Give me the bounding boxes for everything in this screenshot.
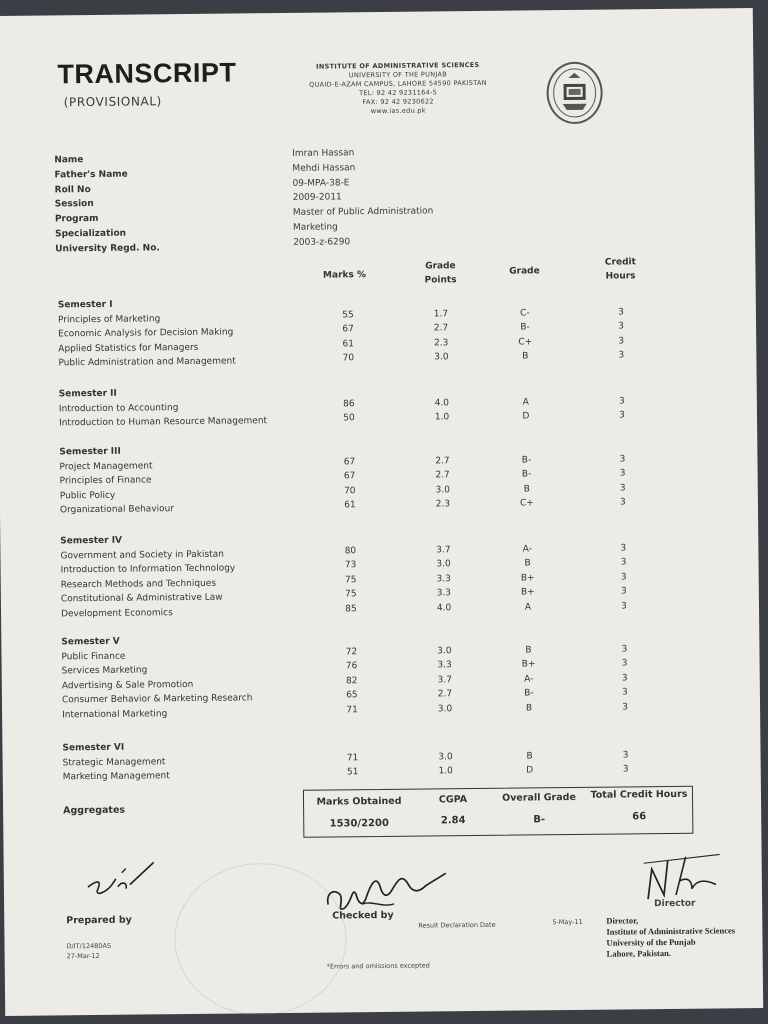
course-grade-points: 2.3	[434, 337, 449, 348]
course-credit-hours: 3	[622, 701, 628, 712]
course-grade: C+	[518, 336, 533, 348]
course-credit-hours: 3	[619, 482, 626, 493]
course-name: Services Marketing	[61, 665, 148, 677]
course-grade-points: 3.3	[437, 660, 452, 671]
course-marks: 70	[343, 485, 356, 496]
semester-heading: Semester IV	[60, 535, 123, 547]
course-grade: B	[526, 750, 533, 761]
course-grade-points: 3.3	[436, 588, 452, 599]
agg-header-overall-grade: Overall Grade	[502, 791, 576, 804]
student-label: Father's Name	[54, 169, 128, 181]
course-name: Development Economics	[60, 607, 173, 619]
course-grade: C+	[519, 498, 534, 509]
course-credit-hours: 3	[621, 643, 628, 654]
course-name: Project Management	[59, 460, 153, 472]
header-line: Credit	[604, 257, 636, 268]
director-line: University of the Punjab	[606, 936, 696, 948]
course-marks: 70	[342, 353, 355, 364]
institute-line: FAX: 92 42 9230622	[362, 97, 434, 107]
course-credit-hours: 3	[621, 600, 627, 611]
director-line: Director,	[606, 915, 639, 926]
course-grade-points: 3.7	[436, 544, 451, 555]
course-credit-hours: 3	[622, 749, 629, 760]
semester-heading: Semester VI	[62, 742, 125, 754]
course-name: Public Finance	[61, 651, 126, 662]
course-marks: 65	[346, 690, 358, 701]
course-name: Government and Society in Pakistan	[60, 549, 224, 561]
student-label: Roll No	[54, 184, 91, 195]
course-grade-points: 2.7	[435, 470, 450, 481]
semester-heading: Semester III	[59, 446, 121, 458]
institute-line: UNIVERSITY OF THE PUNJAB	[348, 70, 447, 80]
course-marks: 85	[345, 603, 357, 614]
university-regd-no: 2003-z-6290	[293, 237, 351, 248]
course-grade: B+	[520, 587, 535, 598]
course-credit-hours: 3	[619, 497, 626, 508]
course-credit-hours: 3	[620, 586, 627, 597]
course-grade-points: 3.7	[437, 674, 452, 685]
course-grade-points: 1.0	[434, 412, 450, 423]
course-name: Constitutional & Administrative Law	[60, 592, 223, 605]
agg-header-marks: Marks Obtained	[316, 795, 402, 808]
document-title: TRANSCRIPT	[57, 57, 237, 90]
course-name: Organizational Behaviour	[59, 504, 175, 516]
course-name: Research Methods and Techniques	[60, 578, 217, 590]
course-grade-points: 1.0	[438, 766, 453, 777]
course-grade: B-	[524, 688, 534, 699]
course-credit-hours: 3	[622, 764, 629, 775]
header-line: Points	[424, 275, 457, 286]
course-grade: B+	[521, 659, 536, 670]
reference-number: D/IT/12480AS	[66, 941, 112, 951]
father-name: Mehdi Hassan	[292, 163, 356, 174]
course-marks: 51	[346, 767, 359, 778]
course-grade-points: 3.3	[436, 573, 451, 584]
course-credit-hours: 3	[618, 335, 625, 346]
course-grade-points: 3.0	[437, 645, 452, 656]
course-grade-points: 3.0	[438, 751, 453, 762]
course-marks: 67	[343, 471, 356, 482]
institute-line: QUAID-E-AZAM CAMPUS, LAHORE 54590 PAKISTAN	[309, 78, 487, 89]
course-credit-hours: 3	[618, 350, 625, 361]
agg-marks-obtained: 1530/2200	[329, 817, 389, 830]
student-label: University Regd. No.	[55, 243, 160, 255]
course-name: Economic Analysis for Decision Making	[58, 327, 234, 340]
course-credit-hours: 3	[621, 687, 628, 698]
course-grade-points: 3.0	[435, 484, 450, 495]
course-credit-hours: 3	[618, 321, 624, 332]
column-header-marks: Marks %	[322, 270, 367, 281]
university-seal-icon	[546, 62, 603, 125]
course-marks: 86	[343, 398, 355, 409]
course-grade: A	[522, 396, 529, 407]
semester-heading: Semester V	[61, 636, 120, 648]
course-marks: 55	[342, 309, 354, 320]
session: 2009-2011	[292, 192, 342, 204]
program: Master of Public Administration	[292, 206, 434, 219]
agg-total-credit-hours: 66	[632, 811, 647, 823]
document-subtitle: (PROVISIONAL)	[63, 94, 162, 110]
course-name: Consumer Behavior & Marketing Research	[61, 693, 253, 706]
course-name: Introduction to Human Resource Management	[59, 416, 268, 429]
agg-overall-grade: B-	[533, 814, 546, 826]
institute-line: www.ias.edu.pk	[370, 106, 426, 116]
course-grade: B-	[521, 469, 532, 480]
prepared-by-label: Prepared by	[66, 914, 132, 927]
prepared-by-signature-icon	[82, 856, 163, 907]
course-grade-points: 4.0	[434, 397, 450, 408]
course-name: International Marketing	[62, 708, 168, 720]
student-label: Specialization	[55, 228, 127, 240]
course-marks: 82	[345, 675, 358, 686]
course-grade-points: 3.0	[437, 703, 453, 714]
agg-cgpa: 2.84	[440, 815, 466, 827]
course-grade: C-	[520, 307, 530, 319]
course-marks: 75	[344, 574, 357, 585]
course-credit-hours: 3	[618, 395, 625, 406]
course-grade: D	[522, 411, 530, 422]
transcript-document	[0, 8, 763, 1016]
course-credit-hours: 3	[620, 542, 627, 553]
course-credit-hours: 3	[619, 468, 626, 479]
course-grade: B	[522, 351, 529, 362]
student-labels	[54, 152, 160, 257]
course-name: Strategic Management	[62, 756, 166, 768]
course-grade-points: 2.3	[435, 499, 451, 510]
checked-by-label: Checked by	[332, 909, 394, 922]
header-line: Grade	[425, 261, 456, 272]
course-marks: 71	[346, 704, 358, 715]
course-grade: B	[523, 483, 530, 494]
course-name: Principles of Marketing	[57, 313, 161, 325]
course-credit-hours: 3	[619, 453, 626, 464]
director-label: Director	[654, 898, 696, 910]
course-marks: 61	[342, 338, 355, 349]
course-grade-points: 1.7	[433, 308, 449, 319]
course-marks: 80	[344, 545, 357, 556]
institute-line: TEL: 92 42 9231164-5	[359, 88, 438, 98]
course-grade: A	[524, 601, 532, 612]
course-marks: 61	[344, 500, 356, 511]
course-marks: 67	[343, 456, 356, 467]
course-marks: 72	[345, 646, 358, 657]
course-name: Advertising & Sale Promotion	[61, 679, 194, 691]
course-grade-points: 2.7	[433, 323, 449, 334]
roll-no: 09-MPA-38-E	[292, 177, 350, 189]
course-credit-hours: 3	[620, 557, 627, 568]
course-marks: 67	[342, 324, 354, 335]
student-label: Name	[54, 155, 84, 166]
course-grade: B	[525, 644, 532, 655]
header-line: Hours	[605, 271, 636, 282]
course-credit-hours: 3	[619, 410, 625, 421]
reference-date: 27-Mar-12	[66, 951, 100, 961]
director-line: Lahore, Pakistan.	[606, 947, 671, 959]
student-label: Program	[54, 214, 99, 225]
course-name: Marketing Management	[62, 771, 170, 783]
column-header-grade: Grade	[509, 266, 540, 277]
course-name: Applied Statistics for Managers	[58, 342, 199, 354]
course-grade: D	[526, 765, 534, 776]
course-grade-points: 3.0	[434, 352, 449, 363]
agg-header-total-credit-hours: Total Credit Hours	[590, 788, 688, 801]
agg-header-cgpa: CGPA	[438, 794, 468, 806]
course-grade: B	[524, 558, 531, 569]
course-grade: A-	[522, 543, 533, 554]
column-header-credit-hours	[595, 255, 645, 284]
course-name: Public Administration and Management	[58, 356, 236, 369]
result-declaration-label: Result Declaration Date	[418, 920, 496, 930]
course-credit-hours: 3	[621, 672, 628, 683]
result-declaration-date: 5-May-11	[552, 917, 583, 927]
specialization: Marketing	[292, 222, 338, 233]
course-marks: 76	[345, 661, 358, 672]
course-grade-points: 2.7	[435, 455, 450, 466]
errors-note: *Errors and omissions excepted	[326, 961, 430, 971]
course-marks: 71	[346, 752, 359, 763]
course-grade: B-	[521, 454, 532, 466]
course-grade: B-	[520, 322, 530, 333]
course-grade-points: 4.0	[436, 602, 452, 613]
course-grade-points: 2.7	[437, 689, 453, 700]
institute-line: INSTITUTE OF ADMINISTRATIVE SCIENCES	[316, 60, 480, 71]
course-grade: B+	[520, 572, 535, 584]
institute-address	[295, 61, 501, 117]
course-name: Public Policy	[59, 490, 116, 501]
course-marks: 73	[344, 560, 357, 571]
course-grade-points: 3.0	[436, 559, 451, 570]
column-header-grade-points	[415, 259, 465, 288]
student-label: Session	[54, 199, 94, 210]
course-credit-hours: 3	[617, 306, 624, 317]
director-line: Institute of Administrative Sciences	[606, 925, 736, 937]
course-grade: B	[525, 702, 533, 713]
course-grade: A-	[524, 673, 534, 684]
semester-heading: Semester I	[57, 299, 113, 311]
course-marks: 50	[343, 413, 355, 424]
course-name: Introduction to Information Technology	[60, 563, 236, 576]
student-values	[292, 145, 434, 250]
course-name: Principles of Finance	[59, 475, 152, 487]
course-marks: 75	[345, 589, 357, 600]
course-credit-hours: 3	[620, 571, 627, 582]
aggregates-label: Aggregates	[63, 804, 126, 817]
director-stamp	[606, 914, 735, 959]
course-credit-hours: 3	[621, 658, 628, 669]
course-name: Introduction to Accounting	[58, 402, 179, 414]
student-name: Imran Hassan	[292, 148, 355, 159]
semester-heading: Semester II	[58, 388, 117, 400]
